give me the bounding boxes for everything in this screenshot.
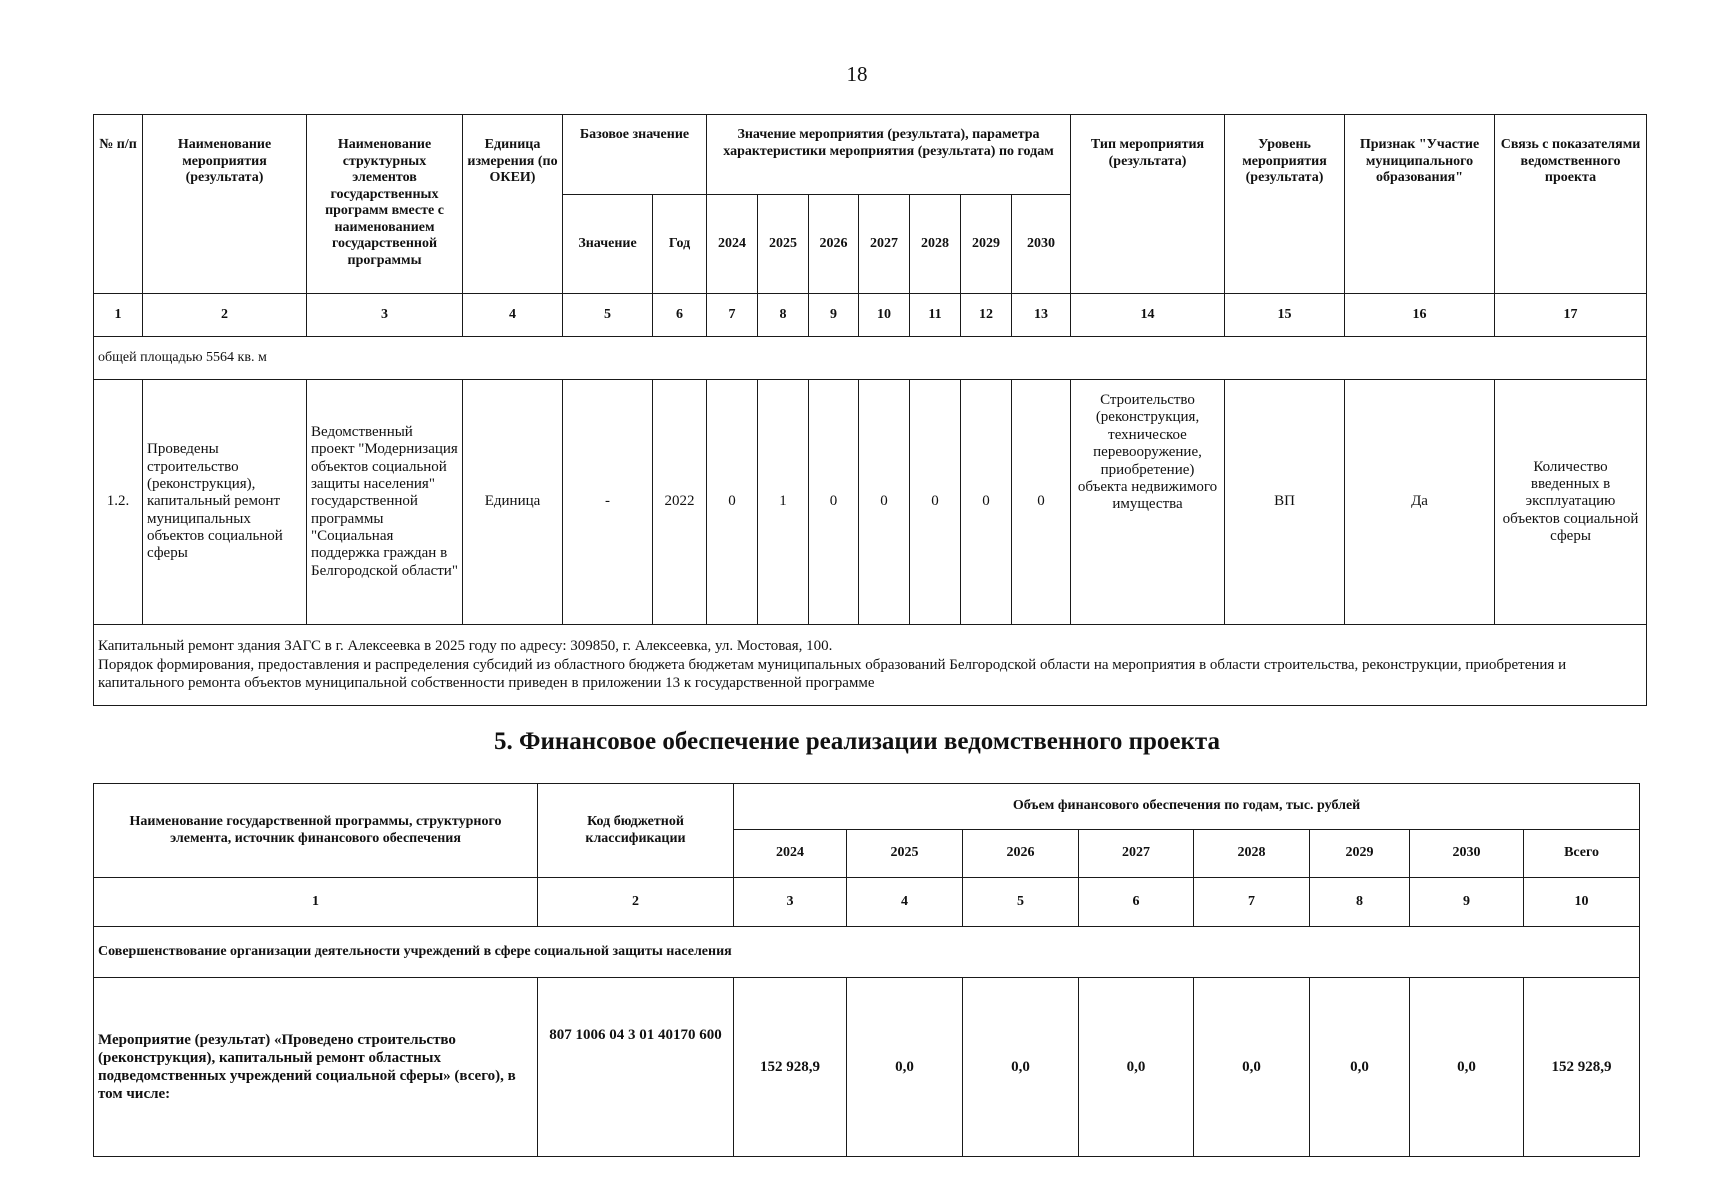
section-title: 5. Финансовое обеспечение реализации ведомственного проекта	[493, 728, 1220, 755]
row-value: 0,0	[1410, 978, 1524, 1157]
note-cell	[94, 625, 1647, 706]
col-number: 4	[463, 294, 563, 337]
header-base-value: Значение	[563, 195, 653, 294]
col-number: 1	[94, 294, 143, 337]
header-total: Всего	[1524, 830, 1640, 878]
col-number: 4	[847, 878, 963, 927]
row-value: 1	[758, 380, 809, 625]
header-year: 2028	[910, 195, 961, 294]
col-number: 13	[1012, 294, 1071, 337]
col-number: 10	[1524, 878, 1640, 927]
row-value: 0,0	[1194, 978, 1310, 1157]
header-year: 2030	[1012, 195, 1071, 294]
row-code: 807 1006 04 3 01 40170 600	[538, 978, 734, 1157]
header-year: 2030	[1410, 830, 1524, 878]
row-level: ВП	[1225, 380, 1345, 625]
row-sign: Да	[1345, 380, 1495, 625]
row-total: 152 928,9	[1524, 978, 1640, 1157]
header-name: Наименование мероприятия (результата)	[143, 115, 307, 294]
header-year: 2027	[1079, 830, 1194, 878]
note-line: Капитальный ремонт здания ЗАГС в г. Алексеевка в 2025 году по адресу: 309850, г. Алексеевка, ул. Мостовая, 100.	[98, 637, 833, 654]
row-value: 152 928,9	[734, 978, 847, 1157]
row-value: 0	[859, 380, 910, 625]
finance-table	[93, 783, 1640, 1157]
row-value: 0,0	[1079, 978, 1194, 1157]
col-number: 16	[1345, 294, 1495, 337]
header-year: 2029	[1310, 830, 1410, 878]
col-number: 5	[963, 878, 1079, 927]
row-num: 1.2.	[94, 380, 143, 625]
header-year: 2026	[963, 830, 1079, 878]
row-value: 0	[910, 380, 961, 625]
col-number: 3	[307, 294, 463, 337]
header-structural: Наименование структурных элементов государственных программ вместе с наименованием государственной программы	[307, 115, 463, 294]
row-value: 0,0	[847, 978, 963, 1157]
header-year: 2026	[809, 195, 859, 294]
row-base-year: 2022	[653, 380, 707, 625]
header-year: 2027	[859, 195, 910, 294]
header-base: Базовое значение	[563, 115, 707, 195]
col-number: 7	[707, 294, 758, 337]
col-number: 9	[1410, 878, 1524, 927]
row-value: 0	[961, 380, 1012, 625]
col-number: 8	[1310, 878, 1410, 927]
table-row	[94, 978, 1640, 1157]
results-table	[93, 114, 1647, 706]
col-number: 12	[961, 294, 1012, 337]
row-link: Количество введенных в эксплуатацию объектов социальной сферы	[1495, 380, 1647, 625]
row-value: 0,0	[963, 978, 1079, 1157]
col-number: 14	[1071, 294, 1225, 337]
header-base-year: Год	[653, 195, 707, 294]
col-number: 10	[859, 294, 910, 337]
col-number: 3	[734, 878, 847, 927]
col-number: 17	[1495, 294, 1647, 337]
col-number: 2	[538, 878, 734, 927]
col-number: 2	[143, 294, 307, 337]
col-number: 11	[910, 294, 961, 337]
header-unit: Единица измерения (по ОКЕИ)	[463, 115, 563, 294]
header-sign: Признак "Участие муниципального образования"	[1345, 115, 1495, 294]
row-name: Мероприятие (результат) «Проведено строительство (реконструкция), капитальный ремонт областных подведомственных учреждений социальной сферы» (всего), в том числе:	[94, 978, 538, 1157]
header-volume: Объем финансового обеспечения по годам, тыс. рублей	[734, 784, 1640, 830]
col-number: 8	[758, 294, 809, 337]
header-level: Уровень мероприятия (результата)	[1225, 115, 1345, 294]
col-number: 9	[809, 294, 859, 337]
col-number: 6	[1079, 878, 1194, 927]
header-link: Связь с показателями ведомственного проекта	[1495, 115, 1647, 294]
row-value: 0,0	[1310, 978, 1410, 1157]
row-type: Строительство (реконструкция, техническое перевооружение, приобретение) объекта недвижимого имущества	[1071, 380, 1225, 625]
row-value: 0	[809, 380, 859, 625]
col-number: 15	[1225, 294, 1345, 337]
section-text: Совершенствование организации деятельности учреждений в сфере социальной защиты населения	[94, 927, 1640, 978]
header-type: Тип мероприятия (результата)	[1071, 115, 1225, 294]
header-num: № п/п	[94, 115, 143, 294]
header-year: 2024	[734, 830, 847, 878]
header-year: 2024	[707, 195, 758, 294]
row-name: Проведены строительство (реконструкция), капитальный ремонт муниципальных объектов социальной сферы	[143, 380, 307, 625]
row-unit: Единица	[463, 380, 563, 625]
col-number: 6	[653, 294, 707, 337]
row-value: 0	[1012, 380, 1071, 625]
header-code: Код бюджетной классификации	[538, 784, 734, 878]
col-number: 5	[563, 294, 653, 337]
header-year: 2028	[1194, 830, 1310, 878]
col-number: 1	[94, 878, 538, 927]
row-structural: Ведомственный проект "Модернизация объектов социальной защиты населения" государственной программы "Социальная поддержка граждан в Белгородской области"	[307, 380, 463, 625]
row-base-value: -	[563, 380, 653, 625]
header-year: 2025	[758, 195, 809, 294]
page-number: 18	[846, 62, 868, 86]
header-source: Наименование государственной программы, структурного элемента, источник финансового обеспечения	[94, 784, 538, 878]
note-line: Порядок формирования, предоставления и распределения субсидий из областного бюджета бюджетам муниципальных образований Белгородской области на мероприятия в области строительства, реконструкции, приобретения и капитального ремонта объектов муниципальной собственности приведен в приложении 13 к государственной программе	[98, 656, 1567, 692]
header-year: 2025	[847, 830, 963, 878]
row-value: 0	[707, 380, 758, 625]
header-values-by-year: Значение мероприятия (результата), параметра характеристики мероприятия (результата) по годам	[707, 115, 1071, 195]
section-text: общей площадью 5564 кв. м	[94, 337, 1647, 380]
table-row	[94, 380, 1647, 625]
col-number: 7	[1194, 878, 1310, 927]
header-year: 2029	[961, 195, 1012, 294]
